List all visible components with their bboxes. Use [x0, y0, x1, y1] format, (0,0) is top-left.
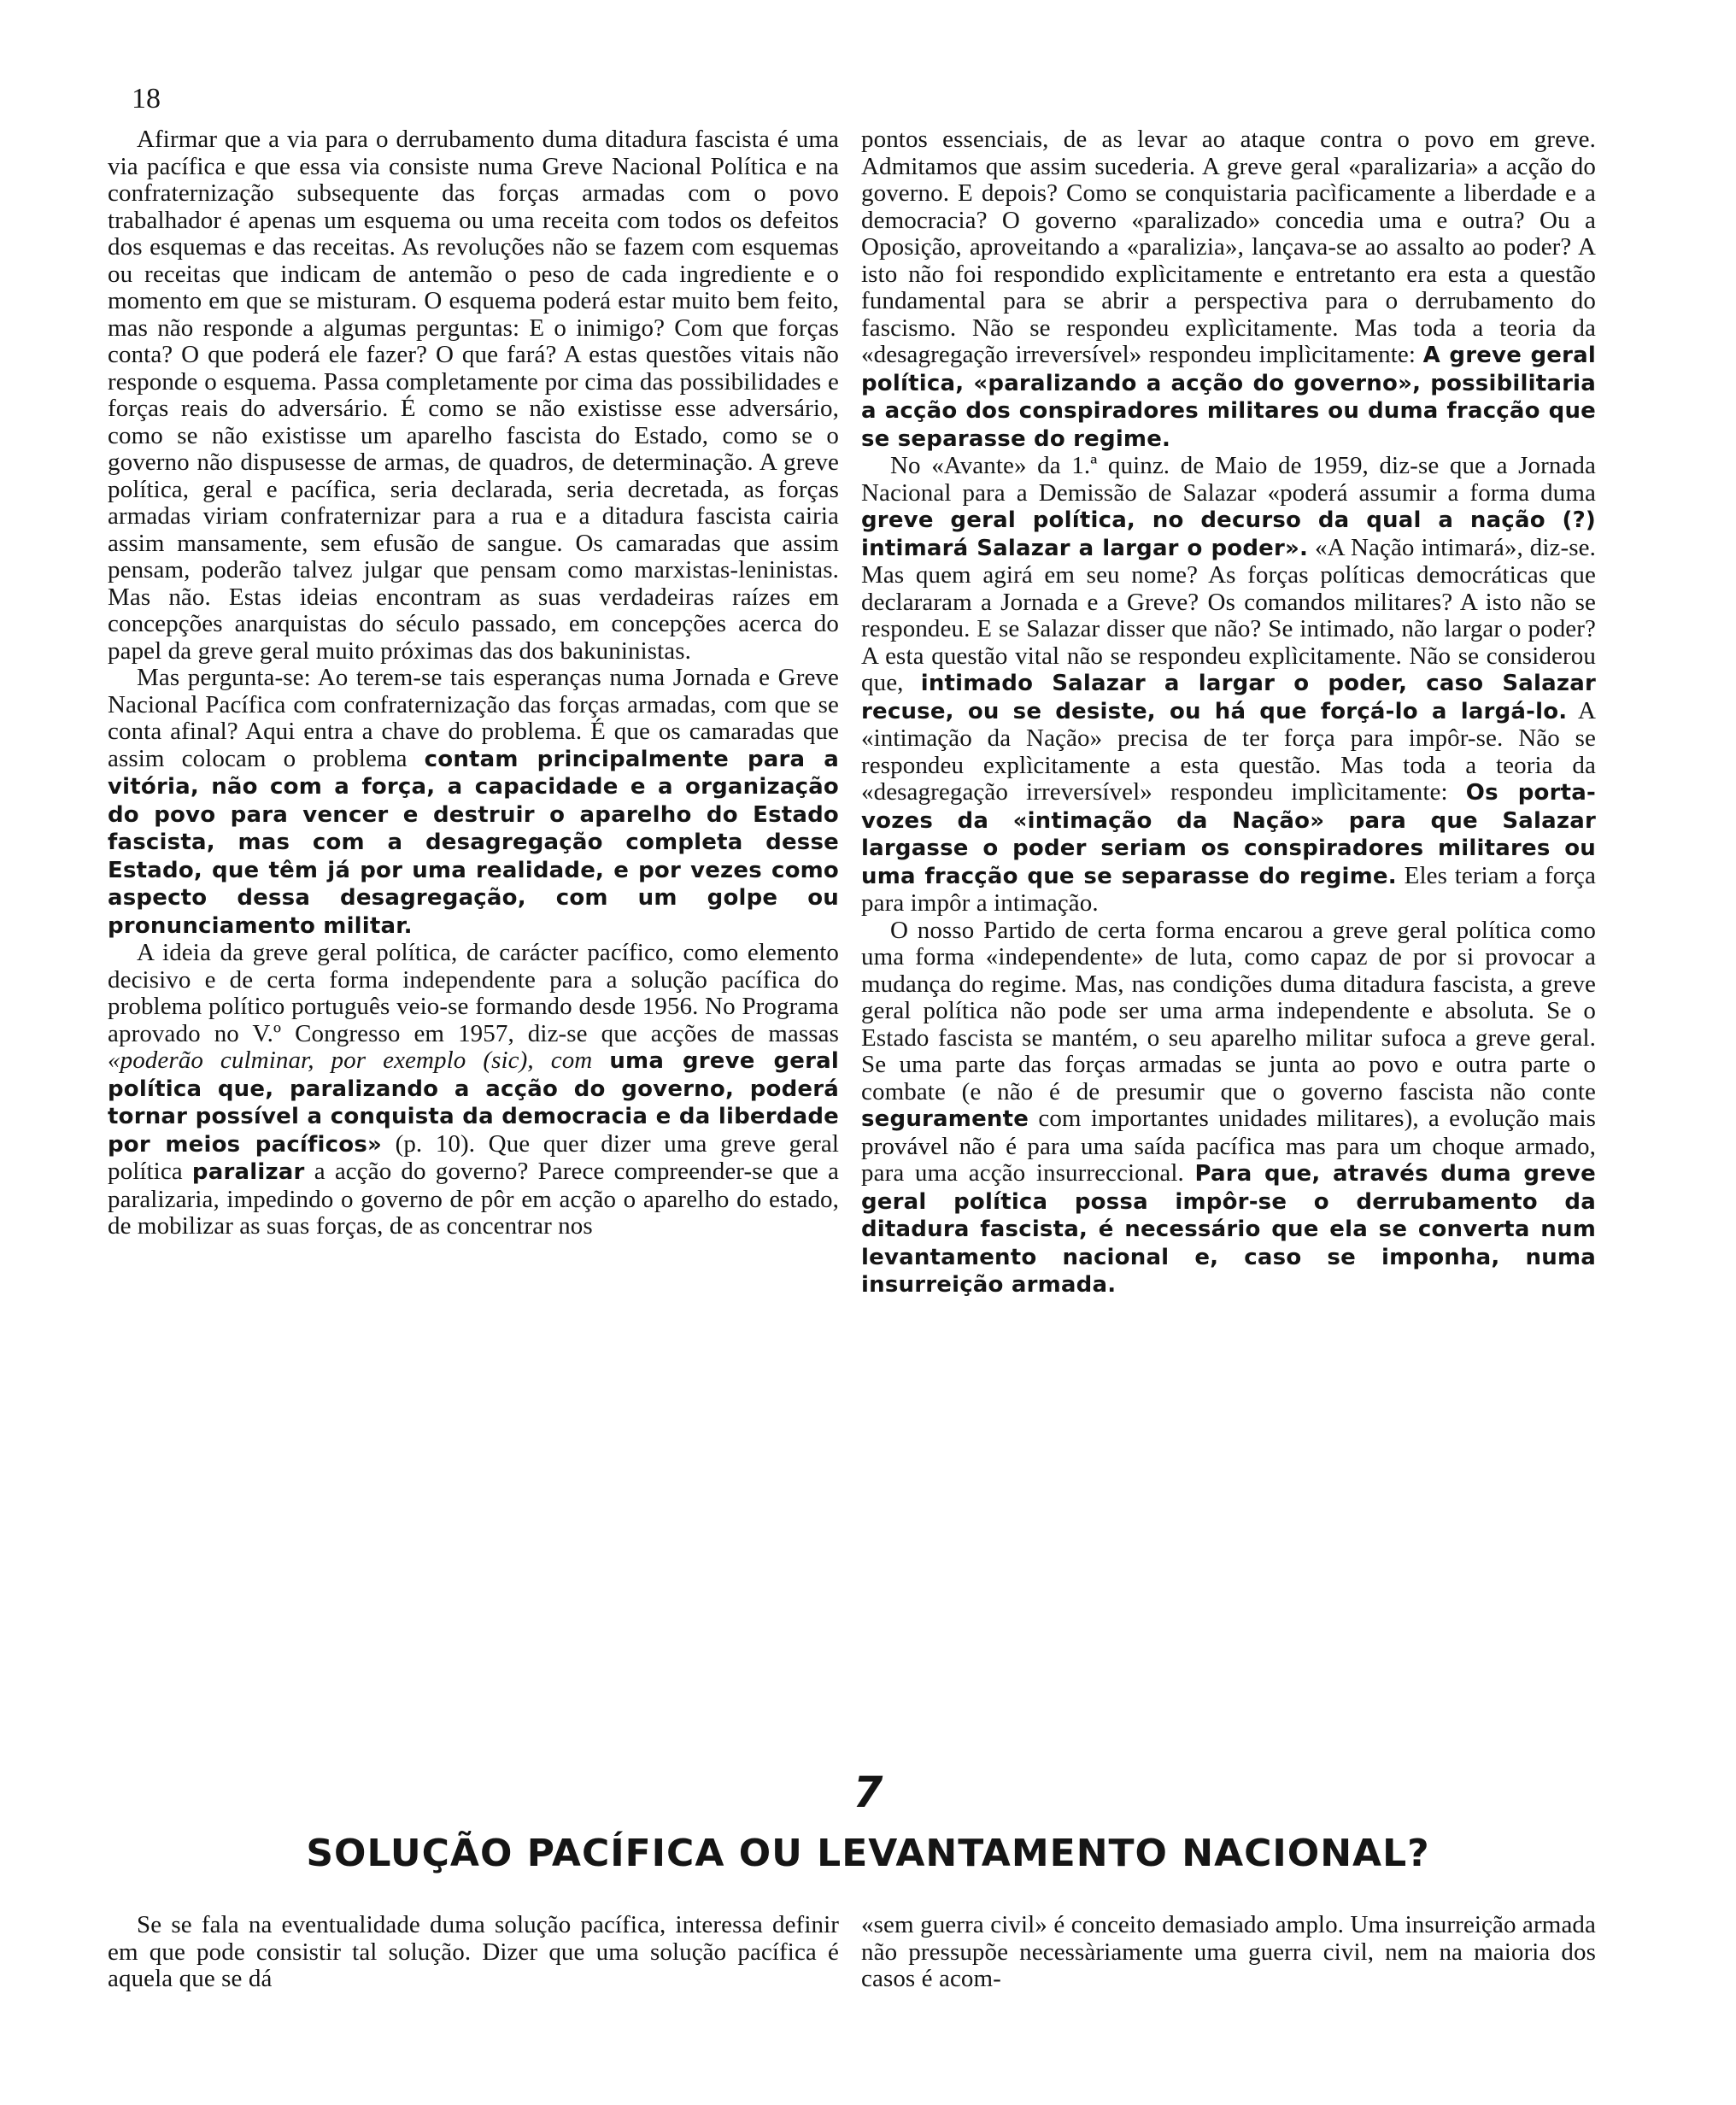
- paragraph-text: O nosso Partido de certa forma encarou a greve geral política como uma forma «independente» de luta, como capaz de por si provocar a mudança do regime. Mas, nas condições duma ditadura fascista, a greve geral política não pode ser uma arma independente e absoluta. Se o Estado fascista se mantém, o seu aparelho militar sufoca a greve geral. Se uma parte das forças armadas se junta ao povo e outra parte o combate (e não é de presumir que o governo fascista não conte: [861, 916, 1596, 1105]
- paragraph-text: «sem guerra civil» é conceito demasiado amplo. Uma insurreição armada não pressupõe necessàriamente uma guerra civil, nem na maioria dos casos é acom-: [861, 1911, 1596, 1992]
- paragraph-text: A «intimação da Nação» precisa de ter força para impôr-se. Não se respondeu explìcitamente a esta questão. Mas toda a teoria da «desagregação irreversível» respondeu implìcitamente:: [861, 696, 1596, 806]
- paragraph-text: Se se fala na eventualidade duma solução pacífica, interessa definir em que pode consistir tal solução. Dizer que uma solução pacífica é aquela que se dá: [108, 1911, 839, 1992]
- emphasis-text: greve geral política, no decurso da qual a nação (?) intimará Salazar a largar o poder».: [861, 507, 1596, 561]
- right-column: [861, 126, 1596, 1299]
- italic-quote: «poderão culminar, por exemplo (sic), com: [108, 1047, 593, 1074]
- paragraph-text: (p. 10). Que quer dizer uma greve geral política: [108, 1129, 839, 1185]
- emphasis-text: A greve geral política, «paralizando a acção do governo», possibilitaria a acção dos conspiradores militares ou duma fracção que se separasse do regime.: [861, 343, 1597, 452]
- paragraph: [108, 1912, 839, 1993]
- paragraph: [861, 453, 1596, 918]
- emphasis-text: seguramente: [861, 1106, 1029, 1132]
- paragraph-text: Afirmar que a via para o derrubamento duma ditadura fascista é uma via pacífica e que essa via consiste numa Greve Nacional Política e na confraternização subsequente das forças armadas com o povo trabalhador é apenas um esquema ou uma receita com todos os defeitos dos esquemas e das receitas. As revoluções não se fazem com esquemas ou receitas que indicam de antemão o peso de cada ingrediente e o momento em que se misturam. O esquema poderá estar muito bem feito, mas não responde a algumas perguntas: E o inimigo? Com que forças conta? O que poderá ele fazer? O que fará? A estas questões vitais não responde o esquema. Passa completamente por cima das possibilidades e forças reais do adversário. É como se não existisse esse adversário, como se não existisse um aparelho fascista do Estado, como se o governo não dispusesse de armas, de quadros, de determinação. A greve política, geral e pacífica, seria declarada, seria decretada, as forças armadas viriam confraternizar para a rua e a ditadura fascista cairia assim mansamente, sem efusão de sangue. Os camaradas que assim pensam, poderão talvez julgar que pensam como marxistas-leninistas. Mas não. Estas ideias encontram as suas verdadeiras raízes em concepções anarquistas do século passado, em concepções acerca do papel da greve geral muito próximas das dos bakuninistas.: [108, 126, 839, 665]
- section-title: SOLUÇÃO PACÍFICA OU LEVANTAMENTO NACIONAL?: [306, 1832, 1430, 1875]
- emphasis-text: intimado Salazar a largar o poder, caso Salazar recuse, ou se desiste, ou há que forçá-lo a largá-lo.: [861, 671, 1596, 724]
- section-number: 7: [853, 1768, 883, 1817]
- page-number: 18: [132, 83, 161, 114]
- emphasis-text: contam principalmente para a vitória, não com a força, a capacidade e a organização do povo para vencer e destruir o aparelho do Estado fascista, mas com a desagregação completa desse Estado, que têm já por uma realidade, e por vezes como aspecto dessa desagregação, com um golpe ou pronunciamento militar.: [108, 746, 839, 939]
- paragraph-text: a acção do governo? Parece compreender-se que a paralizaria, impedindo o governo de pôr em acção o aparelho do estado, de mobilizar as suas forças, de as concentrar nos: [108, 1158, 839, 1240]
- paragraph-text: No «Avante» da 1.ª quinz. de Maio de 1959, diz-se que a Jornada Nacional para a Demissão de Salazar «poderá assumir a forma duma: [861, 452, 1596, 507]
- emphasis-text: paralizar: [191, 1159, 305, 1185]
- emphasis-text: Para que, através duma greve geral política possa impôr-se o derrubamento da ditadura fascista, é necessário que ela se converta num levantamento nacional e, caso se imponha, numa insurreição armada.: [861, 1161, 1596, 1298]
- paragraph-text: Mas pergunta-se: Ao terem-se tais esperanças numa Jornada e Greve Nacional Pacífica com confraternização das forças armadas, com que se conta afinal? Aqui entra a chave do problema. É que os camaradas que assim colocam o problema: [108, 664, 839, 772]
- paragraph-text: com importantes unidades militares), a evolução mais provável não é para uma saída pacífica mas para um choque armado, para uma acção insurreccional.: [861, 1105, 1596, 1187]
- paragraph-text: A ideia da greve geral política, de carácter pacífico, como elemento decisivo e de certa forma independente para a solução pacífica do problema político português veio-se formando desde 1956. No Programa aprovado no V.º Congresso em 1957, diz-se que acções de massas: [108, 939, 839, 1047]
- bottom-right-column: [861, 1912, 1596, 1993]
- paragraph-text: «A Nação intimará», diz-se. Mas quem agirá em seu nome? As forças políticas democráticas que declararam a Jornada e a Greve? Os comandos militares? A isto não se respondeu. E se Salazar disser que não? Se intimado, não largar o poder? A esta questão vital não se respondeu explìcitamente. Não se considerou que,: [861, 533, 1596, 696]
- paragraph: [861, 1912, 1596, 1993]
- paragraph: [108, 940, 839, 1240]
- paragraph: [861, 918, 1596, 1299]
- bottom-left-column: [108, 1912, 839, 1993]
- paragraph: [861, 126, 1596, 453]
- paragraph-text: pontos essenciais, de as levar ao ataque contra o povo em greve. Admitamos que assim sucederia. A greve geral «paralizaria» a acção do governo. E depois? Como se conquistaria pacìficamente a liberdade e a democracia? O governo «paralizado» concedia uma e outra? Ou a Oposição, aproveitando a «paralizia», lançava-se ao assalto ao poder? A isto não foi respondido explìcitamente e entretanto era esta a questão fundamental para se abrir a perspectiva para o derrubamento do fascismo. Não se respondeu explìcitamente. Mas toda a teoria da «desagregação irreversível» respondeu implìcitamente:: [861, 126, 1596, 368]
- emphasis-text: Os porta-vozes da «intimação da Nação» para que Salazar largasse o poder seriam os conspiradores militares ou uma fracção que se separasse do regime.: [861, 780, 1596, 889]
- paragraph: [108, 126, 839, 665]
- paragraph-text: Eles teriam a força para impôr a intimação.: [861, 861, 1596, 917]
- emphasis-text: uma greve geral política que, paralizando a acção do governo, poderá tornar possível a conquista da democracia e da liberdade por meios pacíficos»: [108, 1048, 839, 1158]
- left-column: [108, 126, 839, 1240]
- paragraph: [108, 665, 839, 940]
